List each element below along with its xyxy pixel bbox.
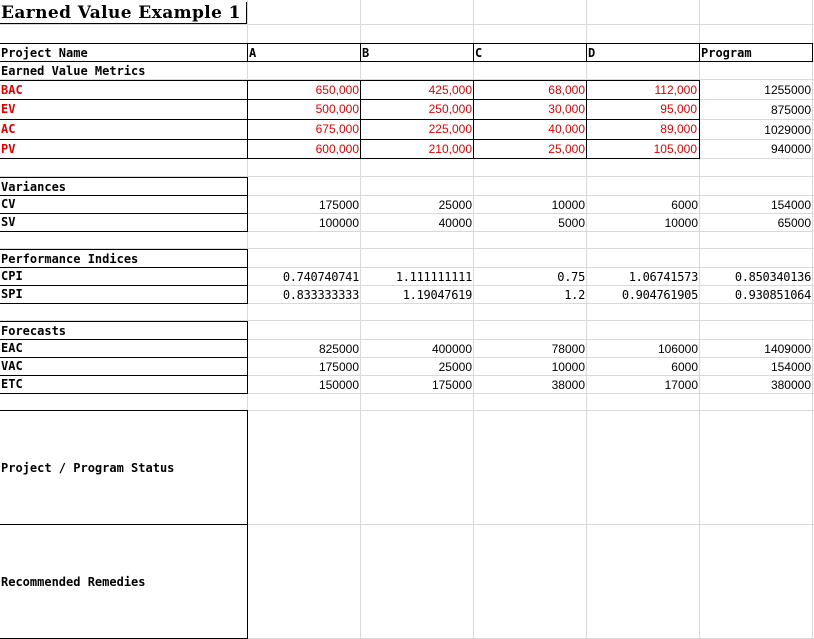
variance-value-cell[interactable]: 40000 — [438, 216, 472, 230]
variance-program-cell[interactable]: 65000 — [777, 216, 811, 230]
metric-value-cell[interactable]: 675,000 — [247, 120, 361, 140]
index-name-cpi[interactable]: CPI — [0, 268, 248, 286]
forecast-value-cell[interactable]: 78000 — [551, 342, 585, 356]
column-header-b[interactable]: B — [360, 43, 474, 62]
index-value-cell[interactable]: 1.2 — [564, 288, 585, 302]
metric-name-ev[interactable]: EV — [0, 100, 247, 120]
variance-value-cell[interactable]: 10000 — [551, 198, 585, 212]
forecast-value-cell[interactable]: 10000 — [551, 360, 585, 374]
forecast-value-cell[interactable]: 17000 — [664, 378, 698, 392]
metric-value-cell[interactable]: 600,000 — [247, 140, 361, 159]
metric-value-cell[interactable]: 425,000 — [360, 80, 474, 100]
index-value-cell[interactable]: 0.740740741 — [282, 270, 359, 284]
forecast-name-etc[interactable]: ETC — [0, 376, 248, 394]
variance-value-cell[interactable]: 175000 — [318, 198, 359, 212]
forecast-value-cell[interactable]: 825000 — [318, 342, 359, 356]
gridline — [0, 24, 814, 25]
project-name-label[interactable]: Project Name — [0, 43, 247, 62]
variance-value-cell[interactable]: 100000 — [318, 216, 359, 230]
index-value-cell[interactable]: 1.19047619 — [402, 288, 472, 302]
forecast-program-cell[interactable]: 1409000 — [764, 342, 811, 356]
forecast-program-cell[interactable]: 380000 — [770, 378, 811, 392]
forecast-value-cell[interactable]: 106000 — [657, 342, 698, 356]
earned-value-metrics-label[interactable]: Earned Value Metrics — [1, 64, 146, 78]
forecast-value-cell[interactable]: 25000 — [438, 360, 472, 374]
metric-value-cell[interactable]: 650,000 — [247, 80, 361, 100]
metric-value-cell[interactable]: 25,000 — [473, 140, 587, 159]
forecast-value-cell[interactable]: 38000 — [551, 378, 585, 392]
metric-name-ac[interactable]: AC — [0, 120, 247, 140]
forecast-value-cell[interactable]: 175000 — [431, 378, 472, 392]
metric-value-cell[interactable]: 40,000 — [473, 120, 587, 140]
metric-program-cell[interactable]: 875000 — [770, 103, 811, 117]
variance-value-cell[interactable]: 5000 — [558, 216, 585, 230]
forecast-name-eac[interactable]: EAC — [0, 340, 248, 358]
metric-value-cell[interactable]: 500,000 — [247, 100, 361, 120]
metric-program-cell[interactable]: 1255000 — [764, 83, 811, 97]
recommended-remedies-label[interactable]: Recommended Remedies — [0, 525, 248, 639]
performance-indices-label[interactable]: Performance Indices — [0, 249, 248, 268]
index-program-cell[interactable]: 0.850340136 — [734, 270, 811, 284]
variance-value-cell[interactable]: 25000 — [438, 198, 472, 212]
metric-value-cell[interactable]: 250,000 — [360, 100, 474, 120]
metric-name-bac[interactable]: BAC — [0, 80, 247, 100]
index-name-spi[interactable]: SPI — [0, 286, 248, 304]
variance-value-cell[interactable]: 10000 — [664, 216, 698, 230]
forecast-name-vac[interactable]: VAC — [0, 358, 248, 376]
metric-name-pv[interactable]: PV — [0, 140, 247, 159]
metric-value-cell[interactable]: 105,000 — [586, 140, 700, 159]
column-header-a[interactable]: A — [247, 43, 361, 62]
metric-value-cell[interactable]: 210,000 — [360, 140, 474, 159]
metric-value-cell[interactable]: 112,000 — [586, 80, 700, 100]
variances-label[interactable]: Variances — [0, 177, 248, 196]
metric-value-cell[interactable]: 89,000 — [586, 120, 700, 140]
variance-name-cv[interactable]: CV — [0, 196, 248, 214]
index-program-cell[interactable]: 0.930851064 — [734, 288, 811, 302]
forecasts-label[interactable]: Forecasts — [0, 321, 248, 340]
index-value-cell[interactable]: 0.75 — [557, 270, 585, 284]
metric-program-cell[interactable]: 1029000 — [764, 123, 811, 137]
forecast-value-cell[interactable]: 150000 — [318, 378, 359, 392]
column-header-program[interactable]: Program — [699, 43, 813, 62]
forecast-program-cell[interactable]: 154000 — [770, 360, 811, 374]
metric-program-cell[interactable]: 940000 — [770, 142, 811, 156]
metric-value-cell[interactable]: 68,000 — [473, 80, 587, 100]
forecast-value-cell[interactable]: 400000 — [431, 342, 472, 356]
column-header-c[interactable]: C — [473, 43, 587, 62]
metric-value-cell[interactable]: 225,000 — [360, 120, 474, 140]
variance-name-sv[interactable]: SV — [0, 214, 248, 232]
column-header-d[interactable]: D — [586, 43, 700, 62]
project-program-status-label[interactable]: Project / Program Status — [0, 410, 248, 525]
metric-value-cell[interactable]: 95,000 — [586, 100, 700, 120]
variance-value-cell[interactable]: 6000 — [671, 198, 698, 212]
sheet-title[interactable]: Earned Value Example 1 — [0, 2, 247, 24]
forecast-value-cell[interactable]: 175000 — [318, 360, 359, 374]
index-value-cell[interactable]: 0.833333333 — [282, 288, 359, 302]
index-value-cell[interactable]: 0.904761905 — [621, 288, 698, 302]
variance-program-cell[interactable]: 154000 — [770, 198, 811, 212]
metric-value-cell[interactable]: 30,000 — [473, 100, 587, 120]
forecast-value-cell[interactable]: 6000 — [671, 360, 698, 374]
index-value-cell[interactable]: 1.06741573 — [628, 270, 698, 284]
index-value-cell[interactable]: 1.111111111 — [395, 270, 472, 284]
